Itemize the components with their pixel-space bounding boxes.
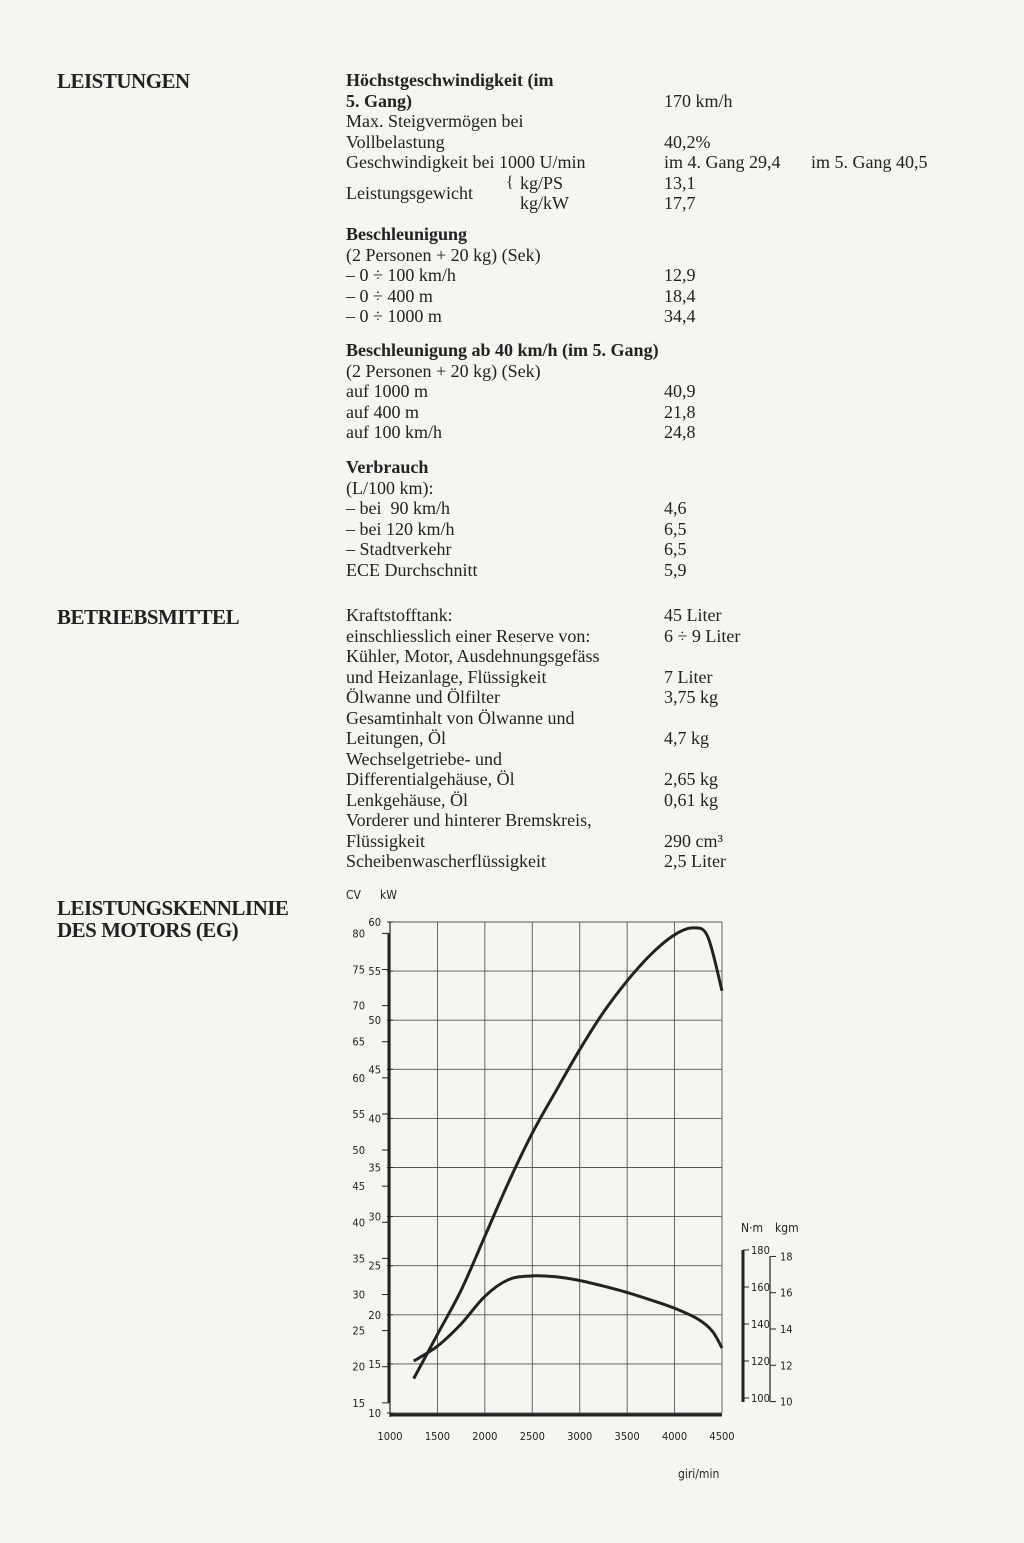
torque-curve (414, 1276, 722, 1361)
spec-value: 12,9 (664, 265, 696, 285)
x-tick-label: 4000 (661, 1430, 688, 1443)
axis-label-kgm: kgm (775, 1221, 799, 1235)
block-title-text: Beschleunigung (346, 224, 468, 244)
cv-tick-label: 50 (352, 1144, 365, 1158)
spec-value: 5,9 (664, 559, 687, 580)
spec-label: – bei 90 km/h (346, 498, 450, 518)
spec-label: Scheibenwascherflüssigkeit (346, 851, 546, 871)
x-tick-label: 2500 (519, 1430, 545, 1443)
section-title-fluids: BETRIEBSMITTEL (57, 605, 240, 629)
x-tick-label: 1000 (377, 1430, 403, 1443)
kw-tick-label: 55 (368, 965, 381, 979)
kw-tick-label: 30 (368, 1210, 381, 1224)
spec-value: 3,75 kg (664, 687, 718, 707)
spec-value: 40,9 (664, 381, 696, 401)
spec-label: – 0 ÷ 400 m (346, 285, 433, 306)
spec-label: auf 1000 m (346, 381, 428, 401)
spec-label: Vollbelastung (346, 131, 445, 152)
spec-label: Ölwanne und Ölfilter (346, 687, 500, 707)
spec-value: 34,4 (664, 306, 696, 326)
spec-value: 2,5 Liter (664, 851, 726, 871)
spec-value: 6,5 (664, 539, 687, 559)
spec-label: einschliesslich einer Reserve von: (346, 625, 591, 646)
spec-value: 45 Liter (664, 605, 722, 625)
kw-tick-label: 20 (368, 1308, 381, 1322)
block-note-text: (2 Personen + 20 kg) (Sek) (346, 244, 541, 265)
x-tick-label: 4500 (709, 1430, 735, 1443)
axis-label-cv: CV (346, 888, 361, 902)
section-title-performance: LEISTUNGEN (57, 69, 190, 93)
cv-tick-label: 60 (352, 1071, 365, 1085)
spec-label: Lenkgehäuse, Öl (346, 789, 468, 810)
kw-tick-label: 40 (368, 1112, 381, 1126)
nm-tick-label: 160 (751, 1281, 770, 1294)
power-curve (414, 928, 722, 1379)
axis-label-x: giri/min (678, 1467, 720, 1481)
kgm-tick-label: 16 (780, 1286, 793, 1300)
nm-tick-label: 180 (751, 1244, 770, 1257)
cv-tick-label: 70 (352, 999, 365, 1013)
cv-tick-label: 20 (352, 1360, 365, 1374)
spec-value: 6 ÷ 9 Liter (664, 625, 741, 646)
cv-tick-label: 75 (352, 963, 365, 977)
kw-tick-label: 45 (368, 1063, 381, 1077)
spec-label: – bei 120 km/h (346, 518, 455, 539)
spec-label: Vorderer und hinterer Bremskreis, (346, 810, 592, 830)
axis-label-kw: kW (380, 888, 397, 902)
x-tick-label: 3000 (567, 1430, 593, 1443)
spec-unit: kg/kW (520, 192, 569, 213)
spec-label: Kraftstofftank: (346, 605, 453, 625)
spec-value: 18,4 (664, 285, 696, 306)
x-tick-label: 3500 (614, 1430, 640, 1443)
spec-label: Höchstgeschwindigkeit (im (346, 70, 554, 90)
kw-tick-label: 35 (368, 1161, 381, 1175)
chart-series (414, 928, 722, 1379)
axis-label-nm: N·m (741, 1221, 764, 1235)
kgm-tick-label: 18 (780, 1250, 793, 1264)
cv-tick-label: 35 (352, 1252, 365, 1266)
spec-value: 24,8 (664, 422, 696, 442)
spec-label: und Heizanlage, Flüssigkeit (346, 666, 547, 687)
spec-value: 0,61 kg (664, 789, 718, 810)
spec-label: Wechselgetriebe- und (346, 748, 502, 769)
spec-label: Leitungen, Öl (346, 728, 446, 748)
cv-tick-label: 65 (352, 1035, 365, 1049)
cv-tick-label: 15 (352, 1396, 365, 1410)
cv-tick-label: 80 (352, 927, 365, 941)
spec-unit: kg/PS (520, 172, 564, 193)
spec-label: Max. Steigvermögen bei (346, 111, 524, 131)
spec-label: Leistungsgewicht (346, 182, 473, 203)
kw-tick-label: 10 (368, 1407, 381, 1420)
cv-tick-label: 40 (352, 1216, 365, 1230)
spec-value: 7 Liter (664, 666, 713, 687)
kw-tick-label: 15 (368, 1357, 381, 1371)
spec-label: – Stadtverkehr (346, 539, 452, 559)
nm-tick-label: 120 (751, 1355, 770, 1368)
spec-value: im 5. Gang 40,5 (811, 152, 928, 172)
block-title-text: Beschleunigung ab 40 km/h (im 5. Gang) (346, 340, 659, 360)
cv-tick-label: 45 (352, 1180, 365, 1194)
chart-grid (390, 922, 722, 1413)
cv-tick-label: 55 (352, 1107, 365, 1121)
section-title-curve-line-1: LEISTUNGSKENNLINIE (57, 896, 289, 920)
spec-value: 290 cm³ (664, 830, 723, 851)
spec-label: auf 400 m (346, 401, 419, 422)
spec-label: Geschwindigkeit bei 1000 U/min (346, 152, 586, 172)
spec-label: ECE Durchschnitt (346, 559, 478, 580)
spec-value: 4,6 (664, 498, 687, 518)
spec-value: 13,1 (664, 172, 696, 193)
cv-tick-label: 25 (352, 1324, 365, 1338)
block-note-text: (L/100 km): (346, 477, 434, 498)
spec-value: 170 km/h (664, 90, 733, 111)
spec-label: 5. Gang) (346, 90, 413, 111)
kw-tick-label: 25 (368, 1259, 381, 1273)
nm-tick-label: 100 (751, 1392, 770, 1405)
nm-tick-label: 140 (751, 1318, 770, 1331)
spec-value: 40,2% (664, 131, 711, 152)
kgm-tick-label: 14 (780, 1323, 793, 1337)
x-tick-label: 2000 (472, 1430, 498, 1443)
section-title-curve-line-2: DES MOTORS (EG) (57, 918, 239, 942)
kw-tick-label: 50 (368, 1014, 381, 1028)
spec-label: Differentialgehäuse, Öl (346, 769, 515, 789)
spec-label: Kühler, Motor, Ausdehnungsgefäss (346, 646, 600, 666)
kgm-tick-label: 10 (780, 1395, 793, 1409)
spec-label: Gesamtinhalt von Ölwanne und (346, 707, 575, 728)
spec-value: 2,65 kg (664, 769, 718, 789)
spec-value: 6,5 (664, 518, 687, 539)
spec-label: Flüssigkeit (346, 830, 426, 851)
block-title-text: Verbrauch (346, 457, 429, 477)
kw-tick-label: 60 (368, 916, 381, 929)
spec-label: – 0 ÷ 100 km/h (346, 265, 456, 285)
brace-icon: { (506, 173, 514, 191)
spec-value: im 4. Gang 29,4 (664, 152, 781, 172)
spec-value: 17,7 (664, 192, 696, 213)
block-note-text: (2 Personen + 20 kg) (Sek) (346, 360, 541, 381)
spec-value: 21,8 (664, 401, 696, 422)
cv-tick-label: 30 (352, 1288, 365, 1302)
spec-label: – 0 ÷ 1000 m (346, 306, 442, 326)
spec-label: auf 100 km/h (346, 422, 442, 442)
spec-value: 4,7 kg (664, 728, 709, 748)
kgm-tick-label: 12 (780, 1359, 793, 1373)
x-tick-label: 1500 (424, 1430, 451, 1443)
